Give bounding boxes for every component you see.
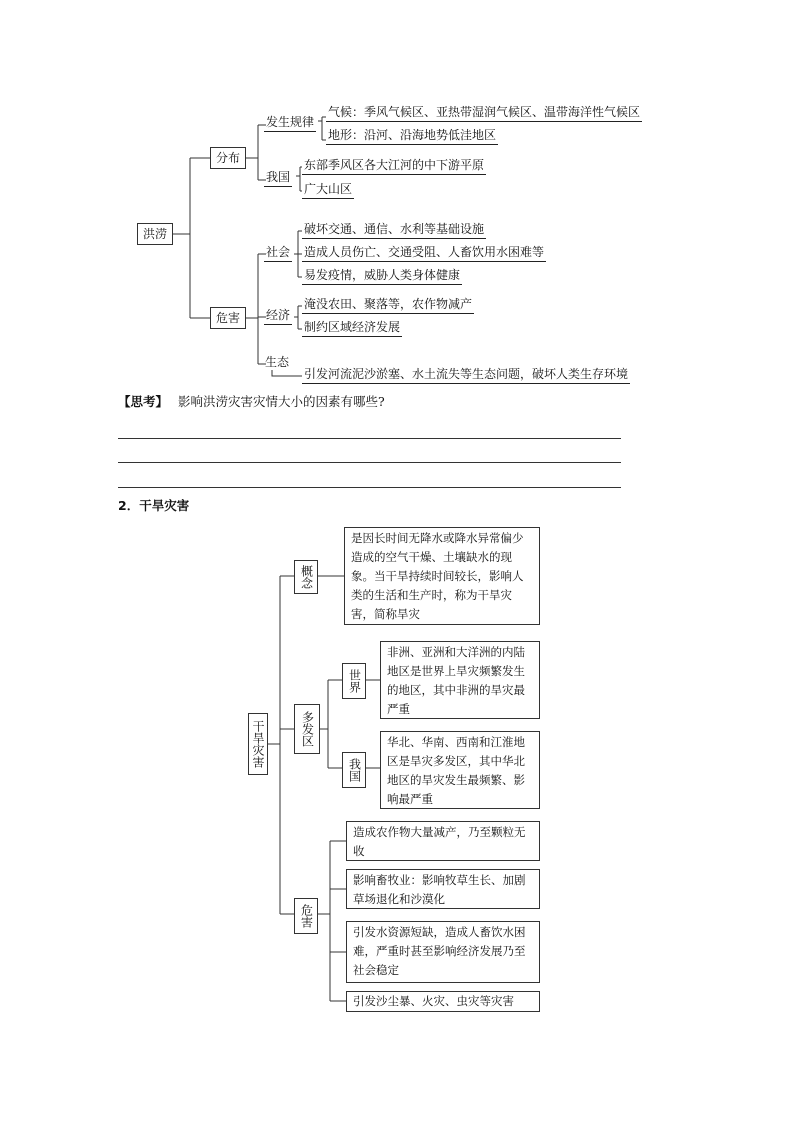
drought-harm-item3 <box>346 921 540 983</box>
think-tag: 【思考】 <box>118 394 169 409</box>
think-prompt <box>118 394 385 410</box>
flood-ecology-item1: 引发河流泥沙淤塞、水土流失等生态问题，破坏人类生存环境 <box>302 366 630 384</box>
flood-society-label: 社会 <box>264 244 292 262</box>
flood-ecology-label: 生态 <box>265 355 290 369</box>
drought-harm-node <box>294 898 318 934</box>
drought-concept-node <box>294 560 318 594</box>
drought-harm-item1-text: 造成农作物大量减产，乃至颗粒无收 <box>353 825 526 858</box>
drought-harm-item4-text: 引发沙尘暴、火灾、虫灾等灾害 <box>353 994 514 1008</box>
drought-root-label: 干旱灾害 <box>251 720 265 768</box>
drought-world-text: 非洲、亚洲和大洋洲的内陆地区是世界上旱灾频繁发生的地区，其中非洲的旱灾最严重 <box>387 645 525 716</box>
flood-harm-label: 危害 <box>215 311 240 325</box>
flood-economy-item1: 淹没农田、聚落等，农作物减产 <box>302 296 474 314</box>
flood-china-item2: 广大山区 <box>302 181 354 199</box>
drought-china-node <box>342 752 366 788</box>
drought-china-box <box>380 731 540 809</box>
drought-harm-item2 <box>346 869 540 909</box>
drought-region-label: 多发区 <box>300 711 315 747</box>
flood-china-label: 我国 <box>264 169 292 187</box>
drought-china-label: 我国 <box>347 758 362 782</box>
flood-economy-label: 经济 <box>264 307 292 325</box>
flood-pattern-label: 发生规律 <box>264 114 316 132</box>
flood-harm-node <box>210 307 246 329</box>
answer-line-3[interactable] <box>118 487 621 488</box>
flood-china-item1: 东部季风区各大江河的中下游平原 <box>302 157 486 175</box>
drought-harm-item4 <box>346 991 540 1012</box>
drought-world-node <box>342 663 366 699</box>
drought-world-label: 世界 <box>347 669 362 693</box>
drought-concept-text: 是因长时间无降水或降水异常偏少造成的空气干燥、土壤缺水的现象。当干旱持续时间较长，影响人类的生活和生产时，称为干旱灾害，简称旱灾 <box>351 531 524 621</box>
answer-line-2[interactable] <box>118 462 621 463</box>
drought-harm-label: 危害 <box>299 904 314 928</box>
flood-root-label: 洪涝 <box>142 227 167 241</box>
flood-pattern-terrain: 地形：沿河、沿海地势低洼地区 <box>326 127 498 145</box>
drought-harm-item3-text: 引发水资源短缺，造成人畜饮水困难，严重时甚至影响经济发展乃至社会稳定 <box>353 925 526 977</box>
section-title: 2．干旱灾害 <box>118 498 190 513</box>
flood-society-item3: 易发疫情，威胁人类身体健康 <box>302 267 462 285</box>
drought-concept-box <box>344 527 540 625</box>
think-question: 影响洪涝灾害灾情大小的因素有哪些? <box>178 394 385 409</box>
drought-harm-item2-text: 影响畜牧业：影响牧草生长、加剧草场退化和沙漠化 <box>353 873 526 906</box>
flood-society-item2: 造成人员伤亡、交通受阻、人畜饮用水困难等 <box>302 244 546 262</box>
drought-concept-label: 概念 <box>299 565 314 589</box>
drought-root <box>248 713 268 775</box>
flood-economy-item2: 制约区域经济发展 <box>302 319 402 337</box>
flood-distribution-label: 分布 <box>215 151 240 165</box>
flood-pattern-climate: 气候：季风气候区、亚热带湿润气候区、温带海洋性气候区 <box>326 104 642 122</box>
answer-line-1[interactable] <box>118 438 621 439</box>
flood-distribution-node <box>210 147 246 169</box>
flood-root <box>137 223 173 245</box>
drought-china-text: 华北、华南、西南和江淮地区是旱灾多发区，其中华北地区的旱灾发生最频繁、影响最严重 <box>387 735 525 806</box>
drought-harm-item1 <box>346 821 540 861</box>
drought-region-node <box>294 704 320 754</box>
drought-world-box <box>380 641 540 719</box>
flood-society-item1: 破坏交通、通信、水利等基础设施 <box>302 221 486 239</box>
